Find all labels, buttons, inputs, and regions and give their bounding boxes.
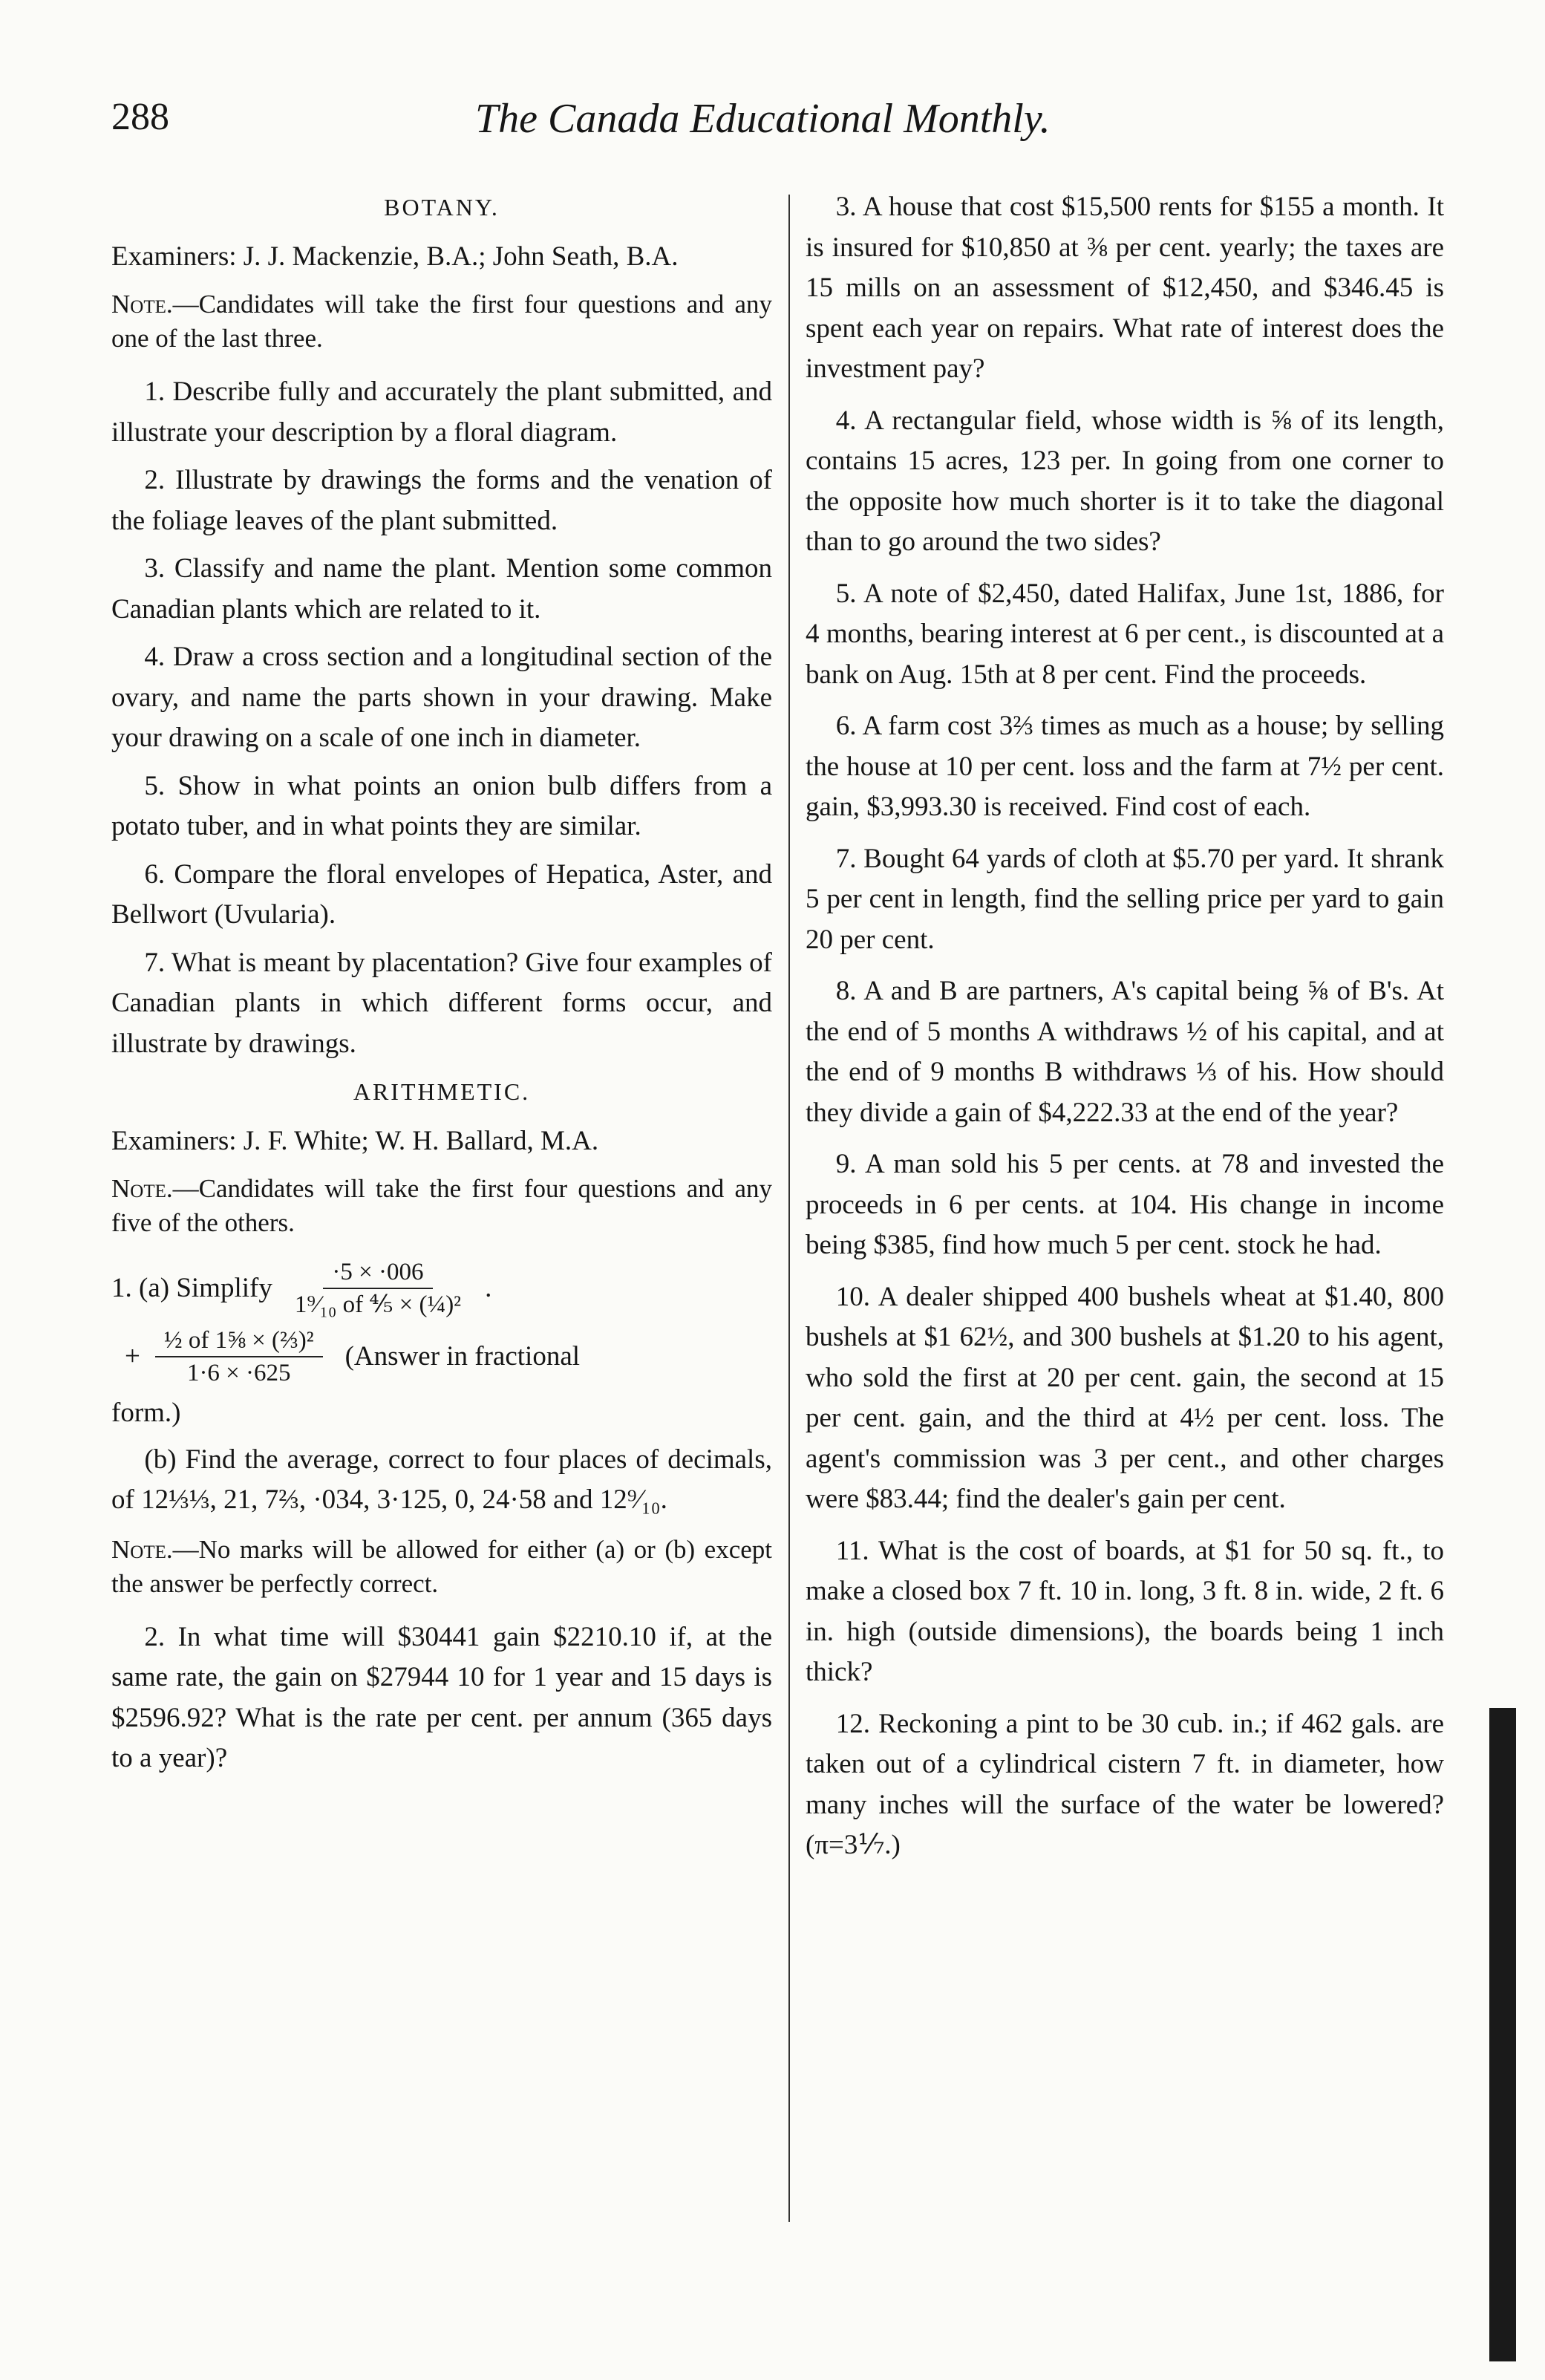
- note-label: Note.: [111, 290, 173, 319]
- fraction-1-trail: .: [485, 1272, 492, 1303]
- fraction-1-numerator: ·5 × ·006: [323, 1256, 432, 1289]
- botany-question-1: 1. Describe fully and accurately the plant submitted, and illustrate your description by a floral diagram.: [111, 376, 772, 448]
- page-number: 288: [111, 96, 169, 138]
- fraction-2-denominator: 1·6 × ·625: [186, 1360, 291, 1386]
- arithmetic-question-12: 12. Reckoning a pint to be 30 cub. in.; if 462 gals. are taken out of a cylindrical cistern 7 ft. in diameter, how many inches will the surface of the water be lowered? (π=3⅐.): [806, 1708, 1444, 1860]
- botany-question-7: 7. What is meant by placentation? Give four examples of Canadian plants in which different forms occur, and illustrate by drawings.: [111, 947, 772, 1059]
- fraction-2-numerator: ½ of 1⅝ × (⅔)²: [155, 1325, 323, 1357]
- arithmetic-question-6: 6. A farm cost 3⅔ times as much as a house; by selling the house at 10 per cent. loss and the farm at 7½ per cent. gain, $3,993.30 is received. Find cost of each.: [806, 711, 1444, 822]
- arithmetic-section: [111, 1072, 772, 1779]
- botany-question-6: 6. Compare the floral envelopes of Hepatica, Aster, and Bellwort (Uvularia).: [111, 858, 772, 930]
- arithmetic-question-8: 8. A and B are partners, A's capital being ⅝ of B's. At the end of 5 months A withdraws ½ of his capital, and at the end of 9 months B withdraws ⅓ of his. How should they divide a gain of $4,222.33 at the end of the year?: [806, 976, 1444, 1128]
- answer-note-continued: form.): [111, 1398, 181, 1428]
- arithmetic-question-10: 10. A dealer shipped 400 bushels wheat at $1.40, 800 bushels at $1 62½, and 300 bushels at $1.20 to his agent, who sold the first at 20 per cent. gain, the second at 15 per cent. gain, and the third at 4½ per cent. loss. The agent's commission was 3 per cent., and other charges were $83.44; find the dealer's gain per cent.: [806, 1281, 1444, 1514]
- arithmetic-question-3: 3. A house that cost $15,500 rents for $155 a month. It is insured for $10,850 at ⅜ per cent. yearly; the taxes are 15 mills on an assessment of $12,450, and $346.45 is spent each year on repairs. What rate of interest does the investment pay?: [806, 192, 1444, 384]
- arithmetic-note-2: [111, 1533, 772, 1601]
- botany-question-5: 5. Show in what points an onion bulb differs from a potato tuber, and in what points they are similar.: [111, 770, 772, 841]
- arithmetic-question-9: 9. A man sold his 5 per cents. at 78 and invested the proceeds in 6 per cents. at 104. His change in income being $385, find how much 5 per cent. stock he had.: [806, 1149, 1444, 1260]
- note-label: Note.: [111, 1534, 173, 1564]
- arithmetic-question-4: 4. A rectangular field, whose width is ⅝ of its length, contains 15 acres, 123 per. In going from one corner to the opposite how much shorter is it to take the diagonal than to go around the two sides?: [806, 405, 1444, 557]
- note-text: —Candidates will take the first four questions and any five of the others.: [111, 1174, 772, 1237]
- note-text: —No marks will be allowed for either (a) or (b) except the answer be perfectly correct.: [111, 1534, 772, 1598]
- column-divider: [788, 195, 790, 2222]
- running-title: The Canada Educational Monthly.: [475, 96, 1051, 142]
- question-1a-row-2: [111, 1325, 772, 1389]
- question-1b: (b) Find the average, correct to four places of decimals, of 12⅓⅓, 21, 7⅔, ·034, 3·125, 0, 24·58 and 12⁹⁄₁₀.: [111, 1444, 772, 1515]
- botany-question-4: 4. Draw a cross section and a longitudinal section of the ovary, and name the parts shown in your drawing. Make your drawing on a scale of one inch in diameter.: [111, 642, 772, 753]
- arithmetic-examiners: Examiners: J. F. White; W. H. Ballard, M.A.: [111, 1125, 599, 1156]
- arithmetic-question-5: 5. A note of $2,450, dated Halifax, June 1st, 1886, for 4 months, bearing interest at 6 per cent., is discounted at a bank on Aug. 15th at 8 per cent. Find the proceeds.: [806, 578, 1444, 690]
- botany-section: [111, 187, 772, 1064]
- scan-edge-strip: [1489, 1708, 1516, 2361]
- fraction-1-denominator: 1⁹⁄₁₀ of ⅘ × (¼)²: [294, 1291, 462, 1318]
- arithmetic-heading: ARITHMETIC.: [353, 1078, 531, 1105]
- botany-question-2: 2. Illustrate by drawings the forms and the venation of the foliage leaves of the plant submitted.: [111, 465, 772, 536]
- arithmetic-question-2: 2. In what time will $30441 gain $2210.10 if, at the same rate, the gain on $27944 10 for 1 year and 15 days is $2596.92? What is the rate per cent. per annum (365 days to a year)?: [111, 1621, 772, 1773]
- plus-sign: +: [125, 1340, 140, 1372]
- question-1a-label: 1. (a) Simplify: [111, 1272, 272, 1303]
- fraction-1: [286, 1256, 470, 1320]
- fraction-2: [155, 1325, 323, 1389]
- botany-examiners: Examiners: J. J. Mackenzie, B.A.; John Seath, B.A.: [111, 241, 679, 272]
- note-label: Note.: [111, 1174, 173, 1203]
- arithmetic-question-11: 11. What is the cost of boards, at $1 for 50 sq. ft., to make a closed box 7 ft. 10 in. long, 3 ft. 8 in. wide, 2 ft. 6 in. high (outside dimensions), the boards being 1 inch thick?: [806, 1535, 1444, 1687]
- left-column: [111, 187, 772, 1787]
- botany-question-3: 3. Classify and name the plant. Mention some common Canadian plants which are related to it.: [111, 553, 772, 625]
- botany-heading: BOTANY.: [384, 194, 500, 221]
- botany-note: [111, 287, 772, 356]
- page-header: [0, 95, 1545, 154]
- note-text: —Candidates will take the first four questions and any one of the last three.: [111, 290, 772, 353]
- question-1a-row: [111, 1256, 772, 1320]
- arithmetic-question-7: 7. Bought 64 yards of cloth at $5.70 per yard. It shrank 5 per cent in length, find the selling price per yard to gain 20 per cent.: [806, 843, 1444, 955]
- right-column: [806, 187, 1444, 1877]
- arithmetic-note: [111, 1172, 772, 1240]
- answer-note: (Answer in fractional: [344, 1340, 581, 1372]
